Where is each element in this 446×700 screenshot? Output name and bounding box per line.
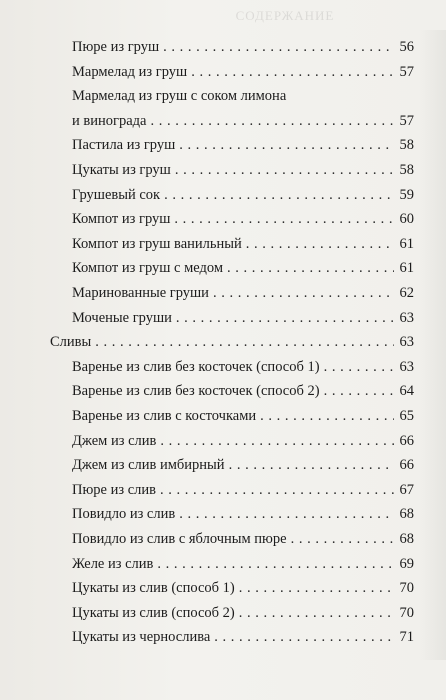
dot-leader: [160, 479, 394, 501]
toc-entry-title: Грушевый сок: [72, 186, 161, 203]
dot-leader: [229, 454, 394, 476]
toc-page-number: 68: [399, 531, 414, 547]
dot-leader: [214, 626, 394, 648]
dot-leader: [95, 331, 394, 353]
toc-entry-title: Цукаты из слив (способ 2): [72, 604, 235, 621]
dot-leader: [179, 134, 394, 156]
toc-entry-row: [72, 208, 414, 230]
toc-entry-title: Цукаты из чернослива: [72, 629, 211, 646]
dot-leader: [324, 356, 394, 378]
toc-page-number: 68: [399, 506, 414, 523]
toc-entry-title: Пюре из слив: [72, 481, 157, 498]
toc-entry-title: Компот из груш: [72, 211, 171, 228]
toc-page-number: 57: [399, 112, 414, 129]
toc-page-number: 56: [399, 39, 414, 55]
dot-leader: [246, 233, 394, 255]
toc-page-number: 71: [399, 629, 414, 646]
dot-leader: [175, 159, 394, 181]
toc-entry-row: [72, 85, 414, 107]
toc-entry-row: [72, 61, 414, 83]
toc-entry-title: Сливы: [50, 334, 92, 351]
toc-entry-row: [72, 430, 414, 452]
dot-leader: [157, 553, 394, 575]
page-edge-shadow: [418, 30, 446, 660]
toc-page-number: 64: [399, 383, 414, 400]
dot-leader: [260, 405, 394, 427]
dot-leader: [191, 61, 394, 83]
toc-entry-title: Пастила из груш: [72, 137, 176, 154]
toc-entry-row: [72, 110, 414, 132]
toc-page-number: 57: [399, 63, 414, 80]
toc-entry-row: [72, 553, 414, 575]
toc-entry-row: [72, 577, 414, 599]
toc-entry-row: [72, 356, 414, 378]
toc-entry-title: Желе из слив: [72, 555, 154, 572]
toc-entry-title: Джем из слив: [72, 432, 157, 449]
toc-entry-row: [72, 479, 414, 501]
toc-entry-row: [72, 405, 414, 427]
toc-entry-title: Варенье из слив без косточек (способ 1): [72, 358, 320, 375]
dot-leader: [291, 528, 394, 550]
toc-page-number: 63: [399, 309, 414, 326]
toc-entry-row: [72, 307, 414, 329]
toc-entry-row: [72, 626, 414, 648]
toc-page-number: 63: [399, 334, 414, 351]
dot-leader: [227, 257, 394, 279]
toc-entry-title: Компот из груш с медом: [72, 260, 224, 277]
toc-entry-title: Повидло из слив: [72, 506, 176, 523]
toc-entry-row: [72, 233, 414, 255]
toc-entry-row: [72, 184, 414, 206]
toc-page-number: 69: [399, 555, 414, 572]
toc-entry-title: Мармелад из груш: [72, 63, 188, 80]
dot-leader: [164, 184, 394, 206]
toc-entry-title: Компот из груш ванильный: [72, 235, 242, 252]
toc-page-number: 58: [399, 137, 414, 154]
toc-entry-row: [72, 380, 414, 402]
toc-page-number: 61: [399, 260, 414, 277]
toc-page-number: 70: [399, 604, 414, 621]
toc-page-number: 65: [399, 408, 414, 424]
dot-leader: [239, 577, 394, 599]
toc-entry-title: Моченые груши: [72, 309, 172, 326]
toc-entry-title: Повидло из слив с яблочным пюре: [72, 531, 287, 547]
toc-entry-row: [72, 528, 414, 550]
toc-page-number: 60: [399, 211, 414, 228]
dot-leader: [179, 503, 394, 525]
dot-leader: [213, 282, 394, 304]
toc-entry-title: Цукаты из слив (способ 1): [72, 580, 235, 597]
toc-entry-row: [72, 159, 414, 181]
dot-leader: [324, 380, 394, 402]
toc-entry-row: [72, 36, 414, 58]
toc-page-number: 66: [399, 457, 414, 474]
toc-entry-title: и винограда: [72, 112, 147, 129]
toc-entry-title: Варенье из слив без косточек (способ 2): [72, 383, 320, 400]
dot-leader: [150, 110, 394, 132]
toc-page-number: 70: [399, 580, 414, 597]
toc-entry-row: [72, 602, 414, 624]
dot-leader: [163, 36, 394, 58]
toc-entry-title: Цукаты из груш: [72, 162, 171, 178]
dot-leader: [176, 307, 394, 329]
toc-entry-row: [72, 503, 414, 525]
toc-page-number: 62: [399, 285, 414, 301]
toc-entry-title: Пюре из груш: [72, 39, 160, 55]
toc-page-number: 61: [399, 235, 414, 252]
toc-entry-title: Мармелад из груш с соком лимона: [72, 88, 287, 105]
toc-page-number: 67: [399, 481, 414, 498]
toc-entry-row: [72, 454, 414, 476]
toc-entry-title: Маринованные груши: [72, 285, 209, 301]
dot-leader: [239, 602, 394, 624]
toc-entry-title: Варенье из слив с косточками: [72, 408, 257, 424]
toc-entry-row: [72, 134, 414, 156]
toc-page-number: 63: [399, 358, 414, 375]
show-through-heading: СОДЕРЖАНИЕ: [235, 8, 335, 23]
dot-leader: [174, 208, 394, 230]
toc-entry-row: [72, 257, 414, 279]
toc-page-number: 59: [399, 186, 414, 203]
dot-leader: [160, 430, 394, 452]
toc-section-row: [50, 331, 414, 353]
toc-entry-title: Джем из слив имбирный: [72, 457, 225, 474]
toc-entry-row: [72, 282, 414, 304]
toc-page-number: 58: [399, 162, 414, 178]
toc-page-number: 66: [399, 432, 414, 449]
